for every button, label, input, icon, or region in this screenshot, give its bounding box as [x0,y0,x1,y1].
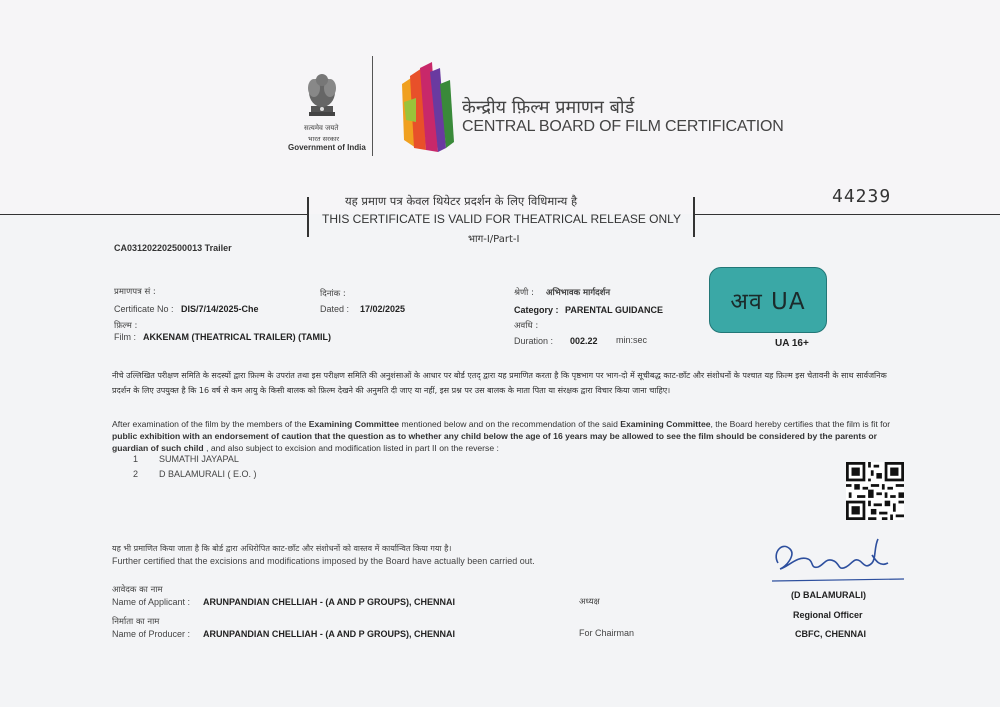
film-label: Film : [114,332,136,342]
rating-badge [709,267,827,333]
cert-no-label: Certificate No : [114,304,174,314]
producer-label: Name of Producer : [112,629,191,639]
applicant-label: Name of Applicant : [112,597,191,607]
signatory-name: (D BALAMURALI) [791,590,866,600]
validity-bracket-right [693,197,695,237]
duration-value: 002.22 [570,336,598,346]
header-divider [372,56,373,156]
statement-english [112,418,895,454]
statement-hindi: नीचे उल्लिखित परीक्षण समिति के सदस्यों द्वारा फ़िल्म के उपरांत तथा इस परीक्षण समिति की अनुशंसाओं के आधार पर बोर्ड एतद् द्वारा यह प्रमाणित करता है कि पृष्ठभाग पर भाग-दो में सूचीबद्ध काट-छाँट और संशोधनों के पश्चात यह फ़िल्म इस चेतावनी के साथ सार्वजनिक प्रदर्शन के लिए उपयुक्त है कि 16 वर्ष से कम आयु के किसी बालक को फ़िल्म देखने की अनुमति दी जाए या नहीं, इस प्रश्न पर उस बालक के माता पिता या संरक्षक द्वारा विचार किया जाना चाहिए। [112,371,887,395]
statement-en-part7: , and also subject to excision and modification listed in part II on the reverse : [203,443,499,453]
committee-name-2: D BALAMURALI ( E.O. ) [159,469,257,479]
serial-number: 44239 [832,186,892,207]
committee-name-1: SUMATHI JAYAPAL [159,454,239,464]
statement-en-part1: After examination of the film by the members of the [112,419,309,429]
statement-en-part5: , the Board hereby certifies that the film is fit for [710,419,891,429]
validity-english: THIS CERTIFICATE IS VALID FOR THEATRICAL RELEASE ONLY [322,212,681,226]
signature-icon [768,533,908,587]
national-emblem-icon [299,66,345,126]
film-label-hindi: फ़िल्म : [114,321,138,331]
dated-value: 17/02/2025 [360,304,406,314]
producer-value: ARUNPANDIAN CHELLIAH - (A AND P GROUPS), CHENNAI [203,629,455,639]
cbfc-logo-icon [400,62,458,154]
validity-line-right [694,214,1000,215]
film-value: AKKENAM (THEATRICAL TRAILER) (TAMIL) [143,332,331,342]
board-name-english: CENTRAL BOARD OF FILM CERTIFICATION [462,118,784,135]
rating-badge-text: अव UA [730,289,806,315]
statement-en-part3: mentioned below and on the recommendation of the said [399,419,621,429]
validity-hindi: यह प्रमाण पत्र केवल थियेटर प्रदर्शन के लिए विधिमान्य है [345,194,578,208]
applicant-value: ARUNPANDIAN CHELLIAH - (A AND P GROUPS), CHENNAI [203,597,455,607]
validity-part: भाग-I/Part-I [468,234,520,245]
validity-bracket-left [307,197,309,237]
duration-label: Duration : [514,336,554,346]
cert-no-value: DIS/7/14/2025-Che [181,304,259,314]
category-value-hindi: अभिभावक मार्गदर्शन [546,288,611,298]
committee-num-2: 2 [133,469,139,479]
signatory-title: Regional Officer [793,610,863,620]
statement-en-part6: public exhibition with an endorsement of caution that the question as to whether any child below the age of 16 years may be allowed to see the film should be considered by the parents or guardian of such child [112,431,877,453]
application-id: CA031202202500013 Trailer [114,243,232,253]
duration-label-hindi: अवधि : [514,321,539,331]
qr-code-icon [846,462,904,520]
applicant-label-hindi: आवेदक का नाम [112,585,163,595]
statement-en-part4: Examining Committee [620,419,711,429]
category-label: Category : [514,305,559,315]
signatory-office: CBFC, CHENNAI [795,629,866,639]
emblem-motto: सत्यमेव जयते [304,124,339,132]
rating-sub: UA 16+ [775,338,809,349]
further-hindi: यह भी प्रमाणित किया जाता है कि बोर्ड द्वारा अधिरोपित काट-छाँट और संशोधनों को वास्तव में कार्यान्वित किया गया है। [112,544,452,553]
committee-num-1: 1 [133,454,139,464]
government-label: Government of India [288,143,366,152]
statement-en-part2: Examining Committee [308,419,400,429]
chair-english: For Chairman [579,628,635,638]
dated-label-hindi: दिनांक : [320,289,346,299]
producer-label-hindi: निर्माता का नाम [112,617,160,627]
chair-hindi: अध्यक्ष [579,597,600,607]
emblem-country-hindi: भारत सरकार [308,135,340,143]
category-label-hindi: श्रेणी : [514,288,534,298]
validity-line-left [0,214,308,215]
dated-label: Dated : [320,304,350,314]
category-value: PARENTAL GUIDANCE [565,305,664,315]
further-english: Further certified that the excisions and modifications imposed by the Board have actually been carried out. [112,556,535,566]
cert-no-label-hindi: प्रमाणपत्र सं : [114,287,156,297]
board-name-hindi: केन्द्रीय फ़िल्म प्रमाणन बोर्ड [462,97,635,118]
duration-unit: min:sec [616,335,648,345]
